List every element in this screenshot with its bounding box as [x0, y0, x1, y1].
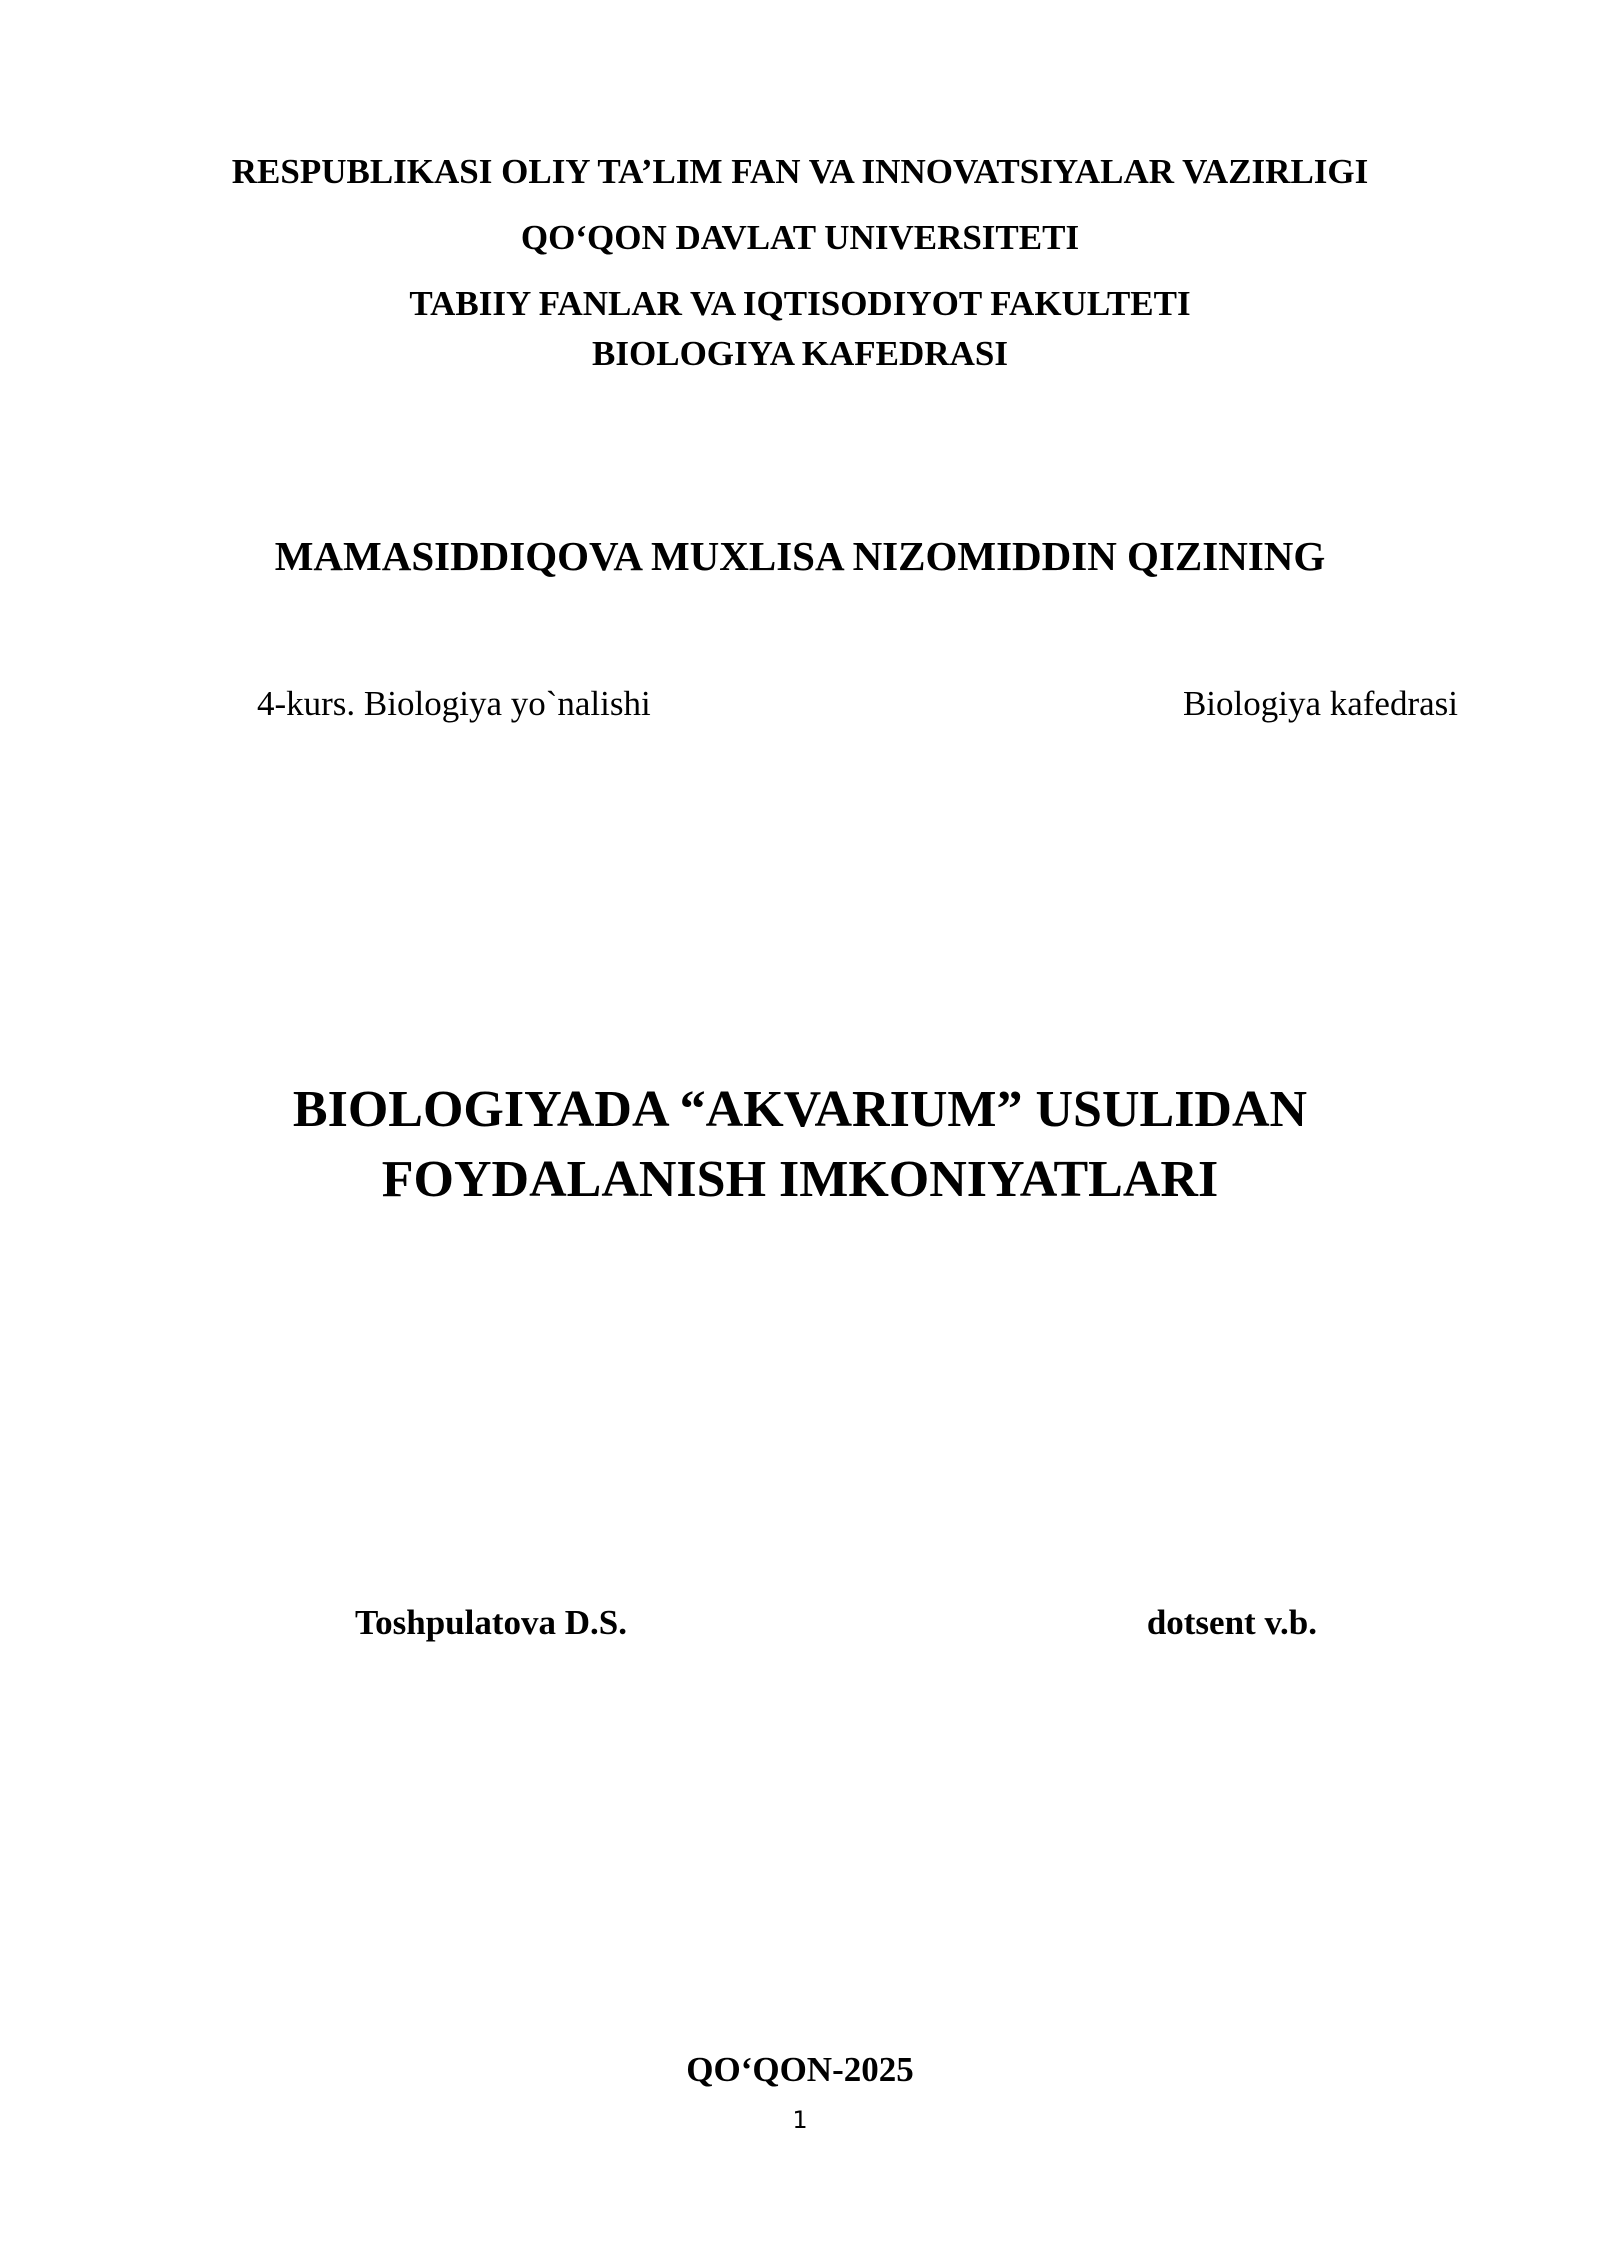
- student-course: 4-kurs. Biologiya yo`nalishi: [257, 684, 651, 723]
- student-department: Biologiya kafedrasi: [1182, 684, 1458, 723]
- ministry-heading: RESPUBLIKASI OLIY TA’LIM FAN VA INNOVATSIYALAR VAZIRLIGI: [231, 152, 1369, 191]
- faculty-heading: TABIIY FANLAR VA IQTISODIYOT FAKULTETI: [409, 284, 1191, 323]
- page-number: 1: [792, 2106, 808, 2134]
- work-title-line-2: FOYDALANISH IMKONIYATLARI: [381, 1151, 1219, 1208]
- supervisor-position: dotsent v.b.: [1146, 1603, 1317, 1642]
- work-title-line-1: BIOLOGIYADA “AKVARIUM” USULIDAN: [292, 1081, 1308, 1138]
- university-heading: QO‘QON DAVLAT UNIVERSITETI: [520, 218, 1080, 257]
- student-name: MAMASIDDIQOVA MUXLISA NIZOMIDDIN QIZINING: [274, 533, 1326, 579]
- department-heading: BIOLOGIYA KAFEDRASI: [592, 334, 1008, 373]
- place-year: QO‘QON-2025: [686, 2050, 914, 2089]
- supervisor-name: Toshpulatova D.S.: [355, 1603, 628, 1642]
